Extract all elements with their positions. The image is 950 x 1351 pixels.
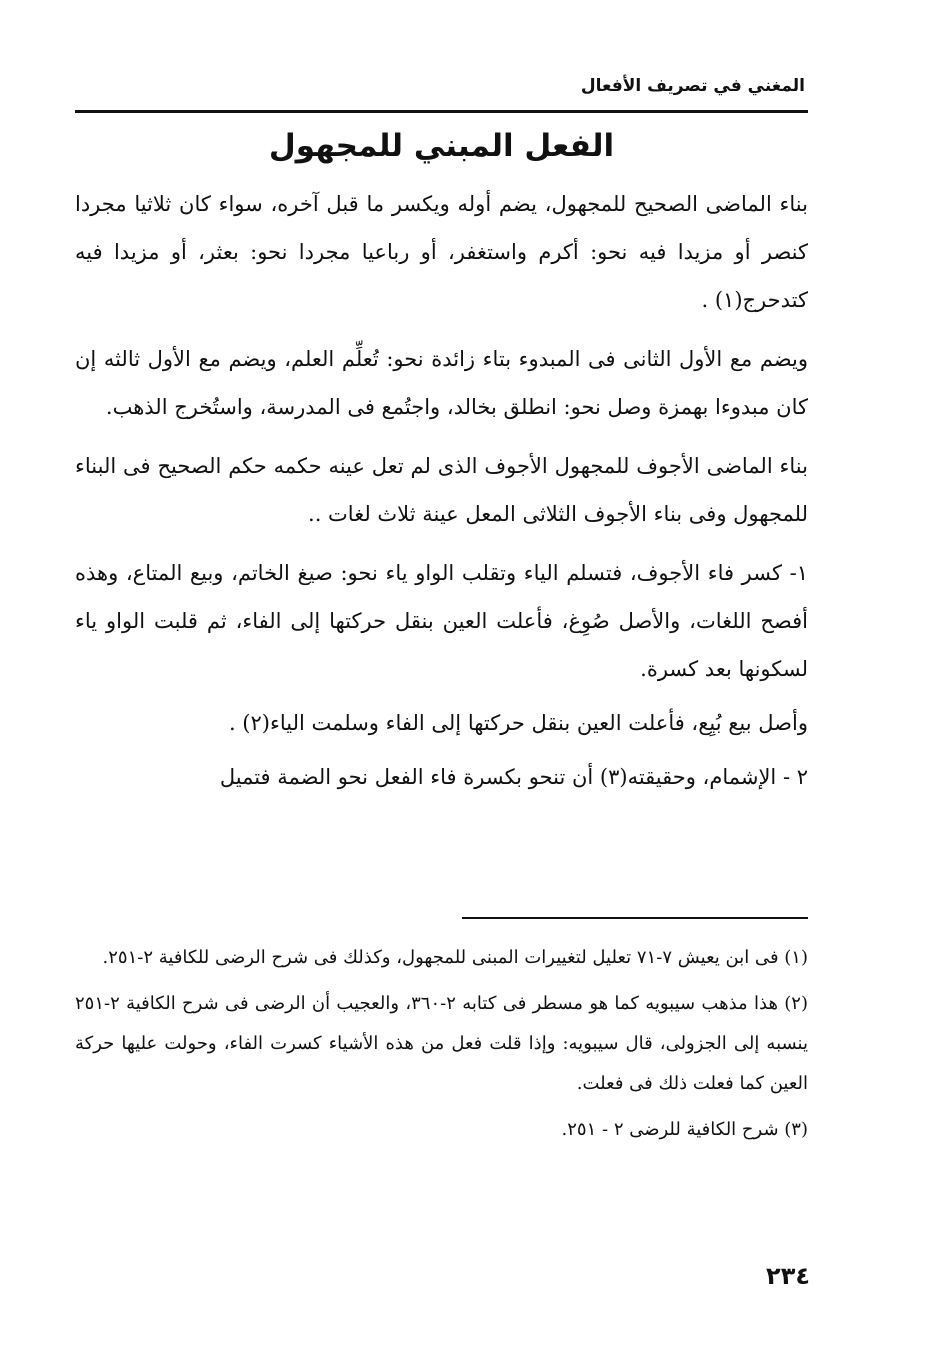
- page-number: ٢٣٤: [766, 1262, 810, 1290]
- footnote-rule: [462, 917, 808, 919]
- paragraph-ishmam: ٢ - الإشمام، وحقيقته(٣) أن تنحو بكسرة فاء الفعل نحو الضمة فتميل: [219, 765, 808, 789]
- footnote-1: (١) فى ابن يعيش ٧-٧١ تعليل لتغييرات المبنى للمجهول، وكذلك فى شرح الرضى للكافية ٢-٢٥١.: [102, 947, 808, 968]
- footnote-3: (٣) شرح الكافية للرضى ٢ - ٢٥١.: [561, 1119, 808, 1140]
- footnotes: [75, 938, 808, 1156]
- body-text: [75, 180, 808, 812]
- chapter-title: الفعل المبني للمجهول: [268, 128, 615, 164]
- running-head: المغني في تصريف الأفعال: [580, 76, 805, 96]
- paragraph-first-dialect: ١- كسر فاء الأجوف، فتسلم الياء وتقلب الواو ياء نحو: صيغ الخاتم، وبيع المتاع، وهذه أفصح اللغات، والأصل صُوِغ، فأعلت العين بنقل حركتها إلى الفاء، ثم قلبت الواو ياء لسكونها بعد كسرة.: [75, 561, 808, 681]
- header-rule: [75, 110, 808, 113]
- paragraph-damma-rules: ويضم مع الأول الثانى فى المبدوء بتاء زائدة نحو: تُعلِّم العلم، ويضم مع الأول ثالثه إن كان مبدوءا بهمزة وصل نحو: انطلق بخالد، واجتُمع فى المدرسة، واستُخرج الذهب.: [75, 347, 808, 419]
- paragraph-bi-origin: وأصل بيع بُيِع، فأعلت العين بنقل حركتها إلى الفاء وسلمت الياء(٢) .: [228, 711, 808, 735]
- paragraph-ajwaf-passive: بناء الماضى الأجوف للمجهول الأجوف الذى لم تعل عينه حكمه حكم الصحيح فى البناء للمجهول وفى بناء الأجوف الثلاثى المعل عينة ثلاث لغات ..: [75, 454, 808, 526]
- footnote-2: (٢) هذا مذهب سيبويه كما هو مسطر فى كتابه ٢-٣٦٠، والعجيب أن الرضى فى شرح الكافية ٢-٢٥١ ينسبه إلى الجزولى، قال سيبويه: وإذا قلت فعل من هذه الأشياء كسرت الفاء، وحولت عليها حركة العين كما فعلت ذلك فى فعلت.: [75, 993, 808, 1094]
- paragraph-sahih-passive: بناء الماضى الصحيح للمجهول، يضم أوله ويكسر ما قبل آخره، سواء كان ثلاثيا مجردا كنصر أو مزيدا فيه نحو: أكرم واستغفر، أو رباعيا مجردا نحو: بعثر، أو مزيدا فيه كتدحرج(١) .: [75, 192, 808, 312]
